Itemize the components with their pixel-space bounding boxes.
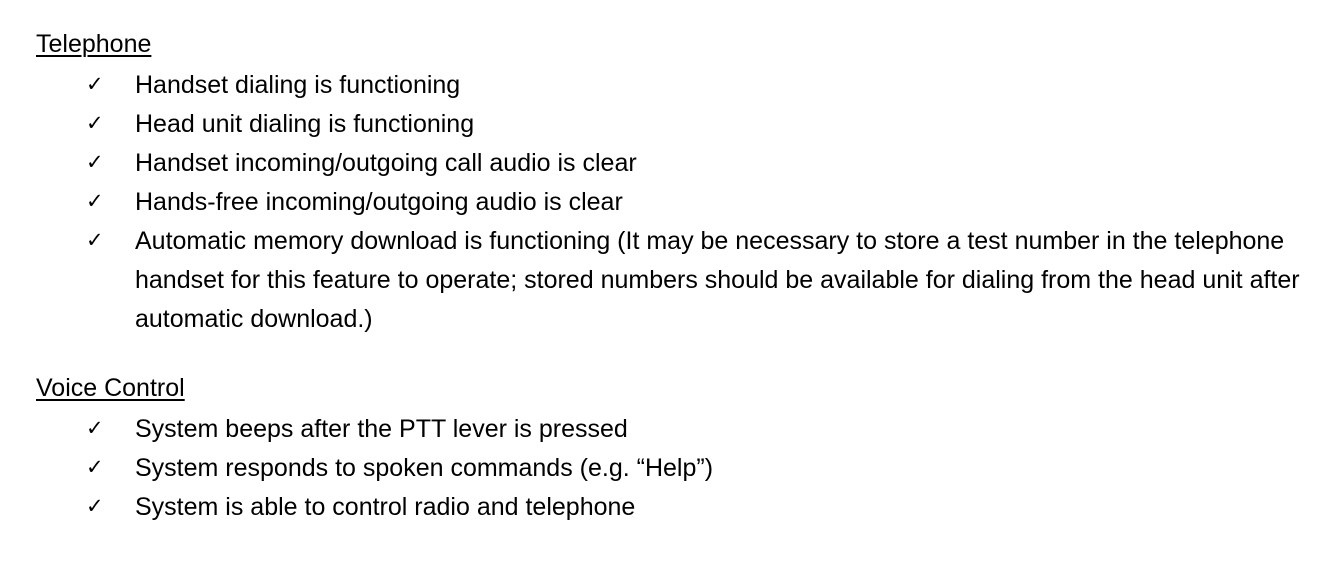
check-icon: ✓ bbox=[86, 455, 104, 479]
checklist-item bbox=[36, 144, 1326, 183]
check-icon: ✓ bbox=[86, 189, 104, 213]
checklist-item bbox=[36, 105, 1326, 144]
check-icon: ✓ bbox=[86, 228, 104, 252]
telephone-section bbox=[36, 28, 1326, 339]
voice-control-heading: Voice Control bbox=[36, 374, 185, 402]
check-icon: ✓ bbox=[86, 72, 104, 96]
telephone-checklist bbox=[36, 66, 1326, 339]
checklist-item-text: System beeps after the PTT lever is pressed bbox=[135, 415, 628, 443]
checklist-item bbox=[36, 183, 1326, 222]
checklist-item bbox=[36, 488, 1326, 527]
check-icon: ✓ bbox=[86, 416, 104, 440]
checklist-item-text: System responds to spoken commands (e.g. “Help”) bbox=[135, 454, 714, 482]
checklist-item bbox=[36, 410, 1326, 449]
checklist-item-text: Hands-free incoming/outgoing audio is clear bbox=[135, 188, 623, 216]
checklist-item bbox=[36, 222, 1326, 339]
checklist-item bbox=[36, 449, 1326, 488]
telephone-heading: Telephone bbox=[36, 30, 152, 58]
checklist-item-text: Handset incoming/outgoing call audio is clear bbox=[135, 149, 637, 177]
checklist-item bbox=[36, 66, 1326, 105]
voice-control-section bbox=[36, 372, 1326, 527]
checklist-item-text: Handset dialing is functioning bbox=[135, 71, 461, 99]
check-icon: ✓ bbox=[86, 494, 104, 518]
checklist-item-text: System is able to control radio and telephone bbox=[135, 493, 636, 521]
check-icon: ✓ bbox=[86, 111, 104, 135]
check-icon: ✓ bbox=[86, 150, 104, 174]
checklist-item-text: Head unit dialing is functioning bbox=[135, 110, 475, 138]
voice-control-checklist bbox=[36, 410, 1326, 527]
checklist-item-text: Automatic memory download is functioning (It may be necessary to store a test number in the telephone handset for this feature to operate; stored numbers should be available for dialing from the head unit after automatic download.) bbox=[135, 227, 1300, 333]
